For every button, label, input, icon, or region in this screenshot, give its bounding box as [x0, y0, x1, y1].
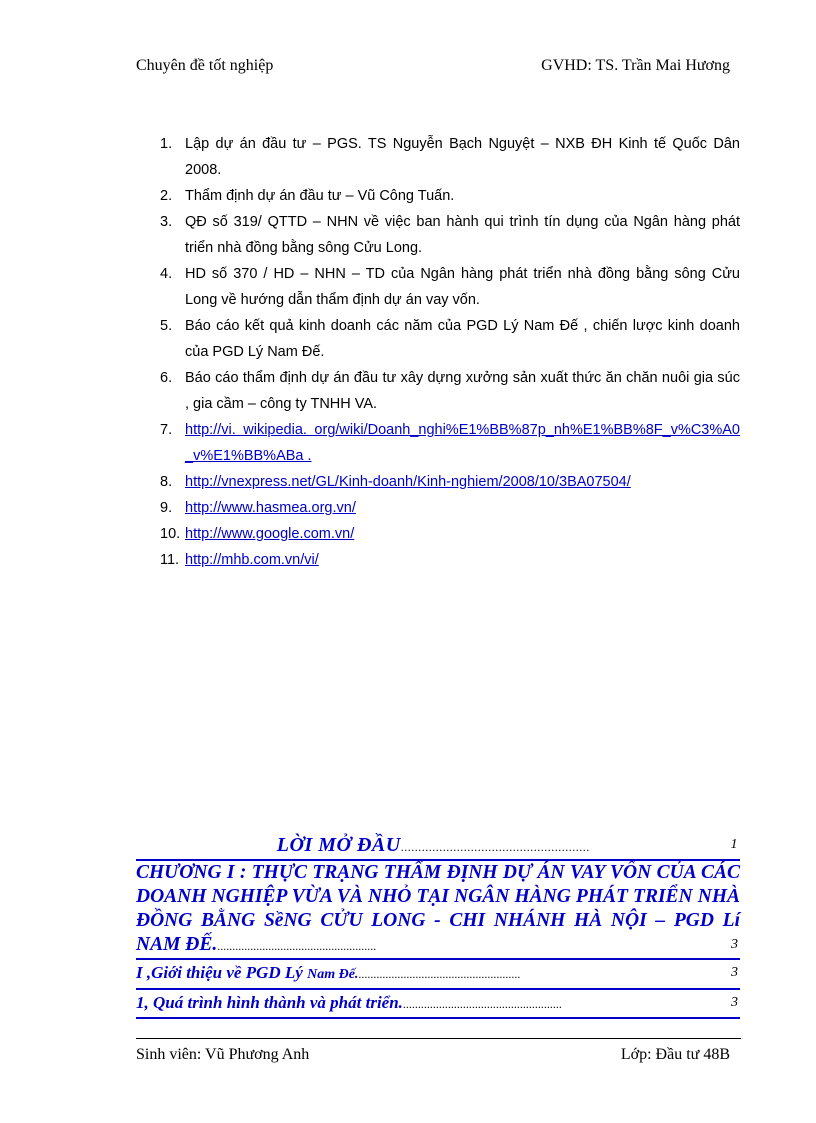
reference-link[interactable]: http://vi. wikipedia. org/wiki/Doanh_nghi%E1%BB%87p_nh%E1%BB%8F_v%C3%A0_v%E1%BB%ABa .	[185, 422, 740, 464]
footer-student: Sinh viên: Vũ Phương Anh	[136, 1046, 310, 1063]
reference-item	[160, 547, 740, 573]
reference-number: 4.	[160, 266, 173, 282]
reference-text: QĐ số 319/ QTTD – NHN về việc ban hành qui trình tín dụng của Ngân hàng phát triển nhà đồng bằng sông Cửu Long.	[185, 214, 740, 256]
reference-number: 5.	[160, 318, 173, 334]
toc-leader-dots: .....................................................	[402, 997, 562, 1011]
reference-item	[160, 183, 740, 209]
reference-number: 7.	[160, 422, 173, 438]
toc-entry-title: 1, Quá trình hình thành và phát triển.	[136, 993, 403, 1012]
toc-entry-section-1-1[interactable]	[136, 990, 740, 1019]
reference-link[interactable]: http://vnexpress.net/GL/Kinh-doanh/Kinh-nghiem/2008/10/3BA07504/	[185, 474, 631, 490]
header-title: Chuyên đề tốt nghiệp	[136, 57, 274, 74]
table-of-contents	[136, 833, 740, 1019]
reference-number: 6.	[160, 370, 173, 386]
reference-number: 3.	[160, 214, 173, 230]
toc-entry-title-suffix: Nam Đế.	[307, 967, 359, 982]
reference-number: 8.	[160, 474, 173, 490]
reference-text: HD số 370 / HD – NHN – TD của Ngân hàng phát triển nhà đồng bằng sông Cửu Long về hướng dẫn thẩm định dự án vay vốn.	[185, 266, 740, 308]
toc-entry-section-1[interactable]	[136, 960, 740, 990]
reference-text: Lập dự án đầu tư – PGS. TS Nguyễn Bạch Nguyệt – NXB ĐH Kinh tế Quốc Dân 2008.	[185, 136, 740, 178]
footer-class: Lớp: Đầu tư 48B	[620, 1046, 730, 1063]
reference-text: Thẩm định dự án đầu tư – Vũ Công Tuấn.	[185, 188, 455, 204]
reference-item	[160, 495, 740, 521]
page-header	[136, 57, 730, 79]
toc-leader-dots: ......................................................	[358, 967, 521, 981]
reference-link[interactable]: http://mhb.com.vn/vi/	[185, 552, 319, 568]
reference-number: 11.	[160, 552, 180, 568]
toc-leader-dots: ......................................................	[400, 840, 590, 854]
reference-item	[160, 521, 740, 547]
toc-entry-title: CHƯƠNG I : THỰC TRẠNG THẨM ĐỊNH DỰ ÁN VAY VỐN CỦA CÁC DOANH NGHIỆP VỪA VÀ NHỎ TẠI NGÂN HÀNG PHÁT TRIỂN NHÀ ĐỒNG BẰNG SềNG CỬU LONG - CHI NHÁNH HÀ NỘI – PGD Lí NAM ĐẾ.	[136, 862, 740, 955]
reference-item	[160, 209, 740, 261]
reference-number: 10.	[160, 526, 181, 542]
reference-item	[160, 365, 740, 417]
toc-page-number: 3	[731, 995, 738, 1010]
reference-list	[160, 131, 740, 573]
reference-number: 2.	[160, 188, 173, 204]
toc-page-number: 1	[730, 837, 738, 852]
toc-entry-introduction[interactable]	[136, 833, 740, 861]
toc-page-number: 3	[731, 937, 738, 952]
toc-entry-title: LỜI MỞ ĐẦU	[276, 834, 401, 856]
reference-text: Báo cáo kết quả kinh doanh các năm của PGD Lý Nam Đế , chiến lược kinh doanh của PGD Lý Nam Đế.	[185, 318, 740, 360]
header-advisor: GVHD: TS. Trần Mai Hương	[541, 57, 730, 74]
reference-item	[160, 131, 740, 183]
toc-leader-dots: .....................................................	[217, 939, 377, 953]
toc-entry-title: I ,Giới thiệu về PGD Lý	[136, 963, 308, 982]
reference-item	[160, 417, 740, 469]
reference-text: Báo cáo thẩm định dự án đầu tư xây dựng xưởng sản xuất thức ăn chăn nuôi gia súc , gia cầm – công ty TNHH VA.	[185, 370, 740, 412]
reference-item	[160, 469, 740, 495]
reference-item	[160, 313, 740, 365]
toc-entry-chapter-1[interactable]	[136, 861, 740, 960]
toc-page-number: 3	[731, 965, 738, 980]
reference-item	[160, 261, 740, 313]
footer-divider	[136, 1038, 741, 1039]
reference-number: 1.	[160, 136, 173, 152]
reference-number: 9.	[160, 500, 173, 516]
reference-link[interactable]: http://www.google.com.vn/	[185, 526, 355, 542]
reference-link[interactable]: http://www.hasmea.org.vn/	[185, 500, 356, 516]
